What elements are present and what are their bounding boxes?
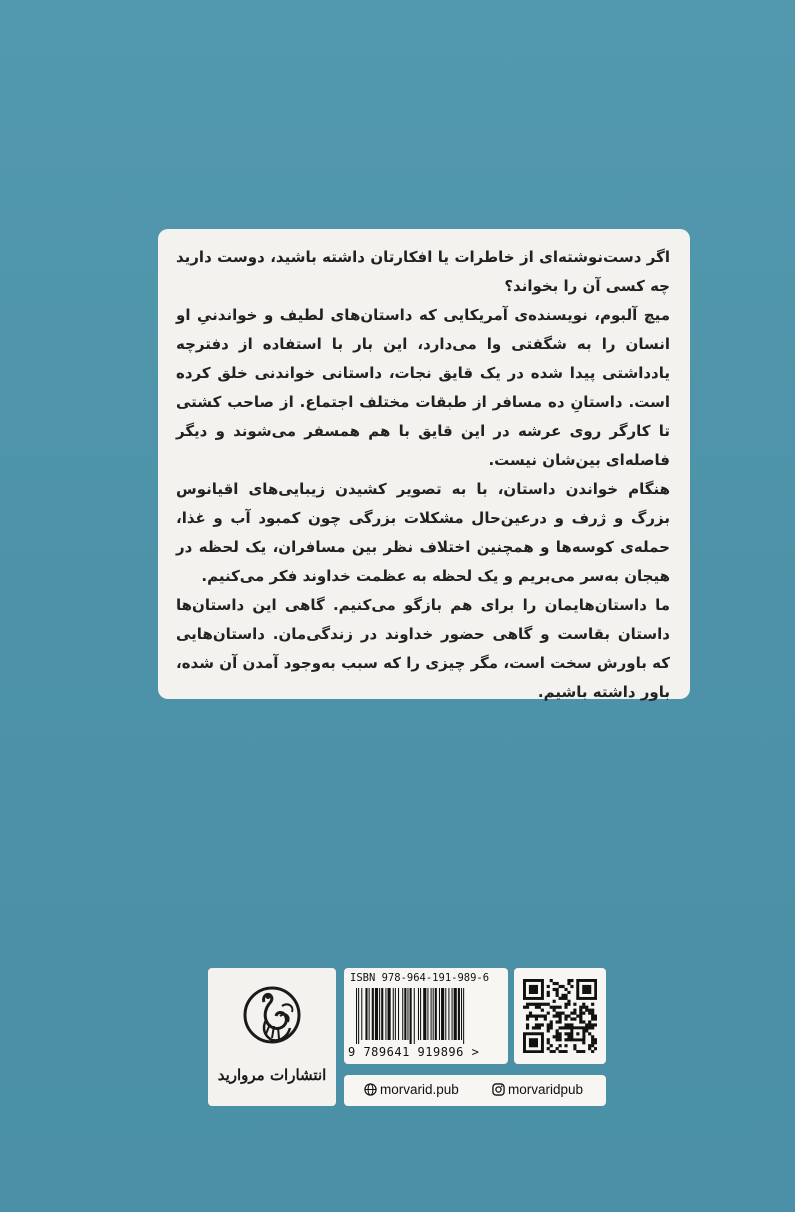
publisher-panel [208, 968, 336, 1106]
instagram-link[interactable] [492, 1082, 583, 1097]
blurb-panel [158, 229, 690, 699]
isbn-barcode-panel [344, 968, 508, 1064]
social-links-panel [344, 1075, 606, 1106]
barcode-bars [354, 988, 498, 1044]
website-link[interactable] [364, 1082, 459, 1097]
blurb-paragraph-3: هنگام خواندن داستان، با به تصویر کشیدن زیبایی‌های اقیانوس بزرگ و ژرف و درعین‌حال مشکلات بزرگی چون کمبود آب و غذا، حمله‌ی کوسه‌ها و همچنین اختلاف نظر بین مسافران، یک لحظه در هیجان به‌سر می‌بریم و یک لحظه به عظمت خداوند فکر می‌کنیم. [176, 480, 670, 585]
qr-code-icon[interactable] [523, 979, 597, 1053]
barcode-digits: 9 789641 919896 > [348, 1045, 480, 1059]
peacock-logo-icon [242, 982, 302, 1052]
qr-code-panel[interactable] [514, 968, 606, 1064]
website-text[interactable]: morvarid.pub [380, 1082, 459, 1097]
blurb-paragraph-2: میچ آلبوم، نویسنده‌ی آمریکایی که داستان‌های لطیف و خواندنیِ او انسان را به شگفتی وا می‌دارد، این بار با استفاده از دفترچه یادداشتی پیدا شده در یک قایق نجات، داستانی خواندنی خلق کرده است. داستانِ ده مسافر از طبقات مختلف اجتماع. از صاحب کشتی تا کارگر روی عرشه در این قایق با هم همسفر می‌شوند و دیگر فاصله‌ای بین‌شان نیست. [176, 306, 670, 469]
blurb-paragraph-1: اگر دست‌نوشته‌ای از خاطرات یا افکارتان داشته باشید، دوست دارید چه کسی آن را بخواند؟ [176, 248, 670, 295]
publisher-name: انتشارات مروارید [217, 1066, 327, 1084]
instagram-icon [492, 1083, 505, 1096]
globe-icon [364, 1083, 377, 1096]
isbn-label: ISBN 978-964-191-989-6 [350, 972, 490, 984]
instagram-text[interactable]: morvaridpub [508, 1082, 584, 1097]
blurb-paragraph-4: ما داستان‌هایمان را برای هم بازگو می‌کنیم. گاهی این داستان‌ها داستان بقاست و گاهی حضور خداوند در زندگی‌مان. داستان‌هایی که باورش سخت است، مگر چیزی را که سبب به‌وجود آمدن آن شده، باور داشته باشیم. [176, 596, 670, 701]
